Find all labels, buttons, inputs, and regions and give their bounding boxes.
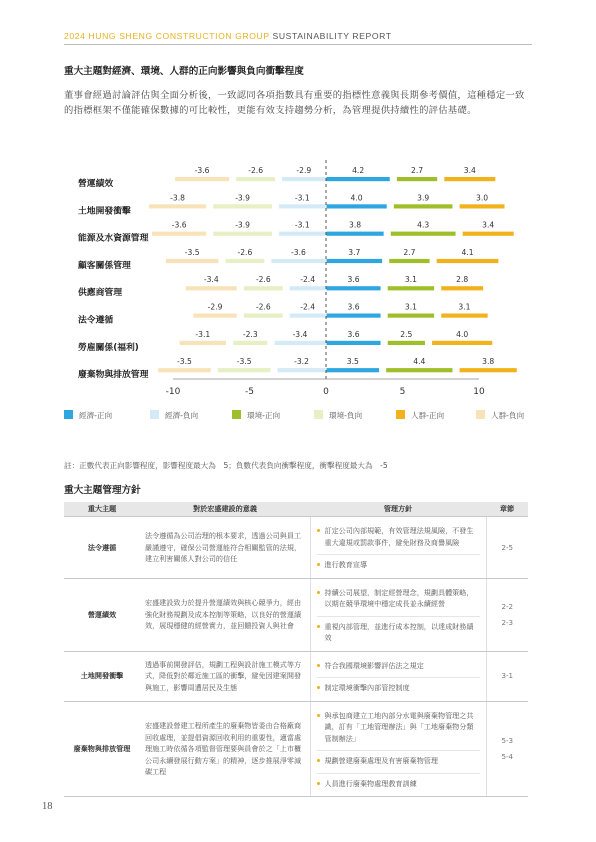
data-label: -3.9 bbox=[235, 220, 251, 230]
policy-text: 進行教育宣導 bbox=[324, 560, 368, 569]
policy-item bbox=[317, 773, 480, 790]
data-label: 4.0 bbox=[350, 193, 363, 203]
report-name: SUSTAINABILITY REPORT bbox=[272, 31, 392, 41]
header-divider bbox=[64, 44, 532, 45]
data-label: -3.5 bbox=[184, 247, 200, 257]
legend-label: 人群-負向 bbox=[491, 411, 525, 420]
bar-環境-負向 bbox=[244, 286, 283, 290]
chart-row bbox=[78, 221, 514, 244]
chapter-ref: 5-4 bbox=[501, 752, 514, 762]
bar-經濟-負向 bbox=[290, 314, 326, 318]
category-label: 勞雇關係(福利) bbox=[78, 342, 139, 353]
policy-text: 持續公司展望，制定經營理念，規劃具體策略，以期在競爭環境中穩定成長並永續經營 bbox=[324, 587, 474, 608]
policy-text: 規劃營建廢棄處理及有害廢棄物管理 bbox=[324, 756, 438, 765]
policy-cell bbox=[310, 651, 486, 701]
data-label: 2.8 bbox=[456, 275, 469, 285]
data-label: -3.6 bbox=[194, 166, 210, 175]
chapter-ref: 5-3 bbox=[501, 735, 514, 745]
bullet-icon bbox=[317, 591, 320, 594]
x-tick-label: 5 bbox=[399, 387, 406, 397]
bar-環境-正向 bbox=[389, 259, 429, 263]
legend-label: 環境-正向 bbox=[247, 411, 281, 420]
impact-chart bbox=[0, 158, 596, 404]
data-label: -2.9 bbox=[207, 302, 223, 312]
data-label: 3.5 bbox=[346, 357, 359, 367]
data-label: 3.6 bbox=[347, 302, 360, 312]
chart-row bbox=[78, 275, 483, 298]
bar-人群-正向 bbox=[441, 314, 487, 318]
policy-text: 人員進行廢棄物處理教育訓練 bbox=[324, 778, 417, 788]
table-row bbox=[64, 651, 528, 701]
chart-row bbox=[78, 248, 498, 271]
data-label: -3.9 bbox=[235, 193, 251, 203]
data-label: 4.1 bbox=[461, 247, 474, 257]
data-label: -3.4 bbox=[292, 329, 308, 339]
topic-cell: 法令遵循 bbox=[64, 517, 140, 579]
table-row bbox=[64, 701, 528, 797]
policy-item bbox=[317, 554, 480, 571]
chart-row bbox=[78, 357, 517, 380]
topic-cell: 土地開發衝擊 bbox=[64, 651, 140, 701]
data-label: 3.6 bbox=[347, 275, 360, 285]
col-header-meaning: 對於宏盛建設的意義 bbox=[140, 502, 310, 517]
policy-item bbox=[317, 660, 480, 672]
chart-note: 註：正數代表正向影響程度，影響程度最大為 5；負數代表負向衝擊程度，衝擊程度最大為 -5 bbox=[64, 461, 388, 470]
policy-text: 符合我國環境影響評估法之規定 bbox=[324, 660, 424, 670]
bar-經濟-負向 bbox=[279, 232, 325, 236]
bar-環境-負向 bbox=[233, 341, 267, 345]
legend-label: 經濟-負向 bbox=[165, 411, 199, 420]
bar-經濟-負向 bbox=[282, 177, 325, 181]
bar-環境-正向 bbox=[386, 368, 452, 372]
legend-swatch bbox=[64, 410, 73, 419]
table-row bbox=[64, 517, 528, 579]
topic-cell: 廢棄物與排放管理 bbox=[64, 701, 140, 797]
bar-人群-負向 bbox=[175, 177, 229, 181]
data-label: 3.6 bbox=[347, 329, 360, 339]
col-header-chapter: 章節 bbox=[486, 502, 528, 517]
bullet-icon bbox=[317, 759, 320, 762]
bar-經濟-正向 bbox=[327, 314, 381, 318]
bar-經濟-負向 bbox=[279, 204, 325, 208]
category-label: 廢棄物與排放管理 bbox=[78, 370, 149, 381]
report-org: 2024 HUNG SHENG CONSTRUCTION GROUP bbox=[64, 31, 270, 41]
legend-label: 人群-正向 bbox=[411, 411, 445, 420]
bar-環境-負向 bbox=[244, 314, 283, 318]
x-tick-label: 0 bbox=[323, 387, 329, 397]
data-label: -2.3 bbox=[242, 329, 258, 339]
chart-row bbox=[77, 166, 495, 189]
bar-環境-正向 bbox=[388, 286, 434, 290]
legend-label: 經濟-正向 bbox=[79, 411, 113, 420]
data-label: -2.6 bbox=[237, 247, 253, 257]
bar-人群-負向 bbox=[158, 368, 211, 372]
data-label: -3.2 bbox=[294, 357, 309, 367]
bar-經濟-正向 bbox=[327, 341, 381, 345]
category-label: 土地開發衝擊 bbox=[78, 206, 131, 217]
category-label: 供應商管理 bbox=[78, 288, 122, 299]
meaning-cell: 宏盛建設致力於提升營運績效與核心競爭力，經由強化財務規劃及成本控制等策略，以良好的營運績效，展現穩健的經營實力，並回饋投資人與社會 bbox=[140, 578, 310, 651]
data-label: 3.4 bbox=[463, 166, 476, 175]
policy-item bbox=[317, 616, 480, 644]
bar-經濟-負向 bbox=[278, 368, 326, 372]
bar-經濟-正向 bbox=[327, 259, 383, 263]
bar-人群-負向 bbox=[180, 341, 226, 345]
legend-swatch bbox=[476, 410, 485, 419]
chart-row bbox=[78, 330, 492, 353]
data-label: 3.1 bbox=[404, 275, 417, 285]
section-title-management: 重大主題管理方針 bbox=[64, 485, 141, 496]
meaning-cell: 宏盛建設營建工程所產生的廢棄物皆委由合格廠商回收處理，並提倡資源回收利用的重要性，適當處理施工時依循各項監督管理要與員會於之「上市櫃公司永續發展行動方案」的精神，逐步推展淨零減碳工程 bbox=[140, 701, 310, 797]
data-label: 3.0 bbox=[476, 193, 489, 203]
bullet-icon bbox=[317, 625, 320, 628]
bar-人群-正向 bbox=[437, 259, 499, 263]
bar-人群-負向 bbox=[166, 259, 219, 263]
category-label: 法令遵循 bbox=[78, 315, 114, 326]
legend-item bbox=[476, 410, 524, 421]
bullet-icon bbox=[317, 782, 320, 785]
meaning-cell: 透過事前開發評估，規劃工程與設計施工模式等方式，降低對於鄰近施工區的衝擊，避免因建案開發與施工，影響周遭居民及生態 bbox=[140, 651, 310, 701]
data-label: 3.4 bbox=[482, 220, 495, 230]
x-tick-label: 10 bbox=[473, 387, 485, 397]
data-label: -3.1 bbox=[195, 329, 211, 339]
data-label: -3.5 bbox=[177, 357, 192, 367]
meaning-cell: 法令遵循為公司治理的根本要求，透過公司與員工嚴謹遵守，確保公司營運能符合相關監管的法規，建立利害關係人對公司的信任 bbox=[140, 517, 310, 579]
bar-經濟-負向 bbox=[274, 341, 325, 345]
bar-經濟-負向 bbox=[271, 259, 325, 263]
category-label: 顧客關係管理 bbox=[78, 260, 131, 271]
chapter-ref: 2-2 bbox=[501, 601, 514, 611]
policy-cell bbox=[310, 517, 486, 579]
bar-人群-負向 bbox=[193, 314, 236, 318]
data-label: -3.8 bbox=[170, 193, 186, 203]
bar-環境-負向 bbox=[236, 177, 275, 181]
bar-人群-正向 bbox=[441, 286, 483, 290]
legend-item bbox=[314, 410, 362, 421]
chapter-cell bbox=[486, 701, 528, 797]
policy-item bbox=[317, 525, 480, 548]
bar-經濟-正向 bbox=[327, 204, 387, 208]
legend-swatch bbox=[396, 410, 405, 419]
bar-人群-負向 bbox=[149, 204, 206, 208]
chart-row bbox=[78, 303, 488, 326]
chapter-cell bbox=[486, 651, 528, 701]
data-label: -3.6 bbox=[171, 220, 187, 230]
legend-swatch bbox=[314, 410, 323, 419]
col-header-policy: 管理方針 bbox=[310, 502, 486, 517]
bar-人群-正向 bbox=[463, 232, 514, 236]
legend-swatch bbox=[150, 410, 159, 419]
intro-paragraph: 董事會經過討論評估與全面分析後，一致認同各項指數具有重要的指標性意義與長期參考價值，這種穩定一致的指標框架不僅能確保數據的可比較性，更能有效支持趨勢分析，為管理提供持續性的評估基礎。 bbox=[64, 90, 525, 116]
data-label: -3.6 bbox=[291, 247, 306, 257]
bar-環境-正向 bbox=[388, 314, 434, 318]
data-label: 4.4 bbox=[413, 357, 426, 367]
report-header bbox=[64, 31, 392, 41]
data-label: -3.1 bbox=[294, 193, 310, 203]
data-label: -3.5 bbox=[236, 357, 252, 367]
bullet-icon bbox=[317, 686, 320, 689]
legend-item bbox=[396, 410, 444, 421]
policy-cell bbox=[310, 701, 486, 797]
bar-環境-正向 bbox=[391, 232, 456, 236]
data-label: 4.0 bbox=[456, 329, 469, 339]
legend-swatch bbox=[232, 410, 241, 419]
bar-經濟-正向 bbox=[327, 177, 390, 181]
policy-item bbox=[317, 750, 480, 767]
data-label: 3.7 bbox=[348, 247, 361, 257]
page-number: 18 bbox=[42, 801, 53, 812]
legend-item bbox=[232, 410, 280, 421]
bar-人群-正向 bbox=[444, 177, 495, 181]
x-tick-label: -10 bbox=[165, 387, 181, 397]
chart-legend bbox=[64, 410, 534, 424]
data-label: 3.1 bbox=[404, 302, 417, 312]
policy-item bbox=[317, 710, 480, 745]
data-label: 2.7 bbox=[410, 166, 424, 175]
policy-item bbox=[317, 587, 480, 610]
data-label: -2.6 bbox=[255, 275, 271, 285]
management-table bbox=[64, 502, 528, 797]
bar-環境-負向 bbox=[213, 204, 272, 208]
chapter-ref: 2-3 bbox=[501, 618, 514, 627]
chapter-ref: 3-1 bbox=[501, 671, 514, 681]
data-label: 4.3 bbox=[417, 220, 430, 230]
table-header-row bbox=[64, 502, 528, 517]
data-label: -2.9 bbox=[296, 166, 312, 175]
bar-環境-正向 bbox=[388, 341, 425, 345]
bar-人群-正向 bbox=[432, 341, 492, 345]
data-label: 2.7 bbox=[403, 247, 416, 257]
data-label: 3.1 bbox=[458, 302, 471, 312]
data-label: -3.4 bbox=[203, 275, 219, 285]
policy-text: 制定環境衝擊內部管控制度 bbox=[324, 683, 410, 692]
policy-text: 重視內部管理，並進行成本控制，以達成財務績效 bbox=[324, 621, 474, 642]
data-label: 3.9 bbox=[417, 193, 430, 203]
table-row bbox=[64, 578, 528, 651]
chapter-cell bbox=[486, 517, 528, 579]
bar-經濟-正向 bbox=[327, 368, 380, 372]
legend-item bbox=[64, 410, 112, 421]
policy-text: 與承包商建立工地內部分水電與廢棄物管理之共識，訂有「工地管理辦法」與「工地廢棄物分類管制辦法」 bbox=[324, 710, 474, 743]
bullet-icon bbox=[317, 714, 320, 717]
bar-經濟-正向 bbox=[327, 232, 384, 236]
chart-row bbox=[78, 193, 505, 216]
data-label: 3.8 bbox=[482, 357, 495, 367]
category-label: 營運績效 bbox=[78, 179, 114, 189]
x-tick-label: -5 bbox=[245, 387, 254, 397]
bar-環境-負向 bbox=[226, 259, 265, 263]
category-label: 能源及水資源管理 bbox=[78, 233, 149, 244]
bar-人群-負向 bbox=[152, 232, 206, 236]
bullet-icon bbox=[317, 529, 320, 532]
bar-經濟-負向 bbox=[290, 286, 326, 290]
bar-環境-正向 bbox=[394, 204, 453, 208]
bar-環境-正向 bbox=[397, 177, 437, 181]
bar-經濟-正向 bbox=[327, 286, 381, 290]
data-label: -2.6 bbox=[248, 166, 264, 175]
bar-人群-正向 bbox=[460, 368, 517, 372]
topic-cell: 營運績效 bbox=[64, 578, 140, 651]
policy-item bbox=[317, 677, 480, 694]
chapter-ref: 2-5 bbox=[501, 542, 514, 552]
bar-環境-負向 bbox=[213, 232, 272, 236]
data-label: -3.1 bbox=[294, 220, 310, 230]
bullet-icon bbox=[317, 563, 320, 566]
bar-環境-負向 bbox=[218, 368, 271, 372]
bar-人群-負向 bbox=[186, 286, 237, 290]
policy-text: 訂定公司內部規範，有效管理法規風險，不發生重大違規或罰款事件，避免財務及商譽風險 bbox=[324, 526, 474, 547]
legend-item bbox=[150, 410, 198, 421]
chapter-cell bbox=[486, 578, 528, 651]
data-label: 2.5 bbox=[400, 329, 413, 339]
data-label: 4.2 bbox=[352, 166, 365, 175]
section-title-impact: 重大主題對經濟、環境、人群的正向影響與負向衝擊程度 bbox=[64, 66, 304, 77]
bullet-icon bbox=[317, 664, 320, 667]
legend-label: 環境-負向 bbox=[329, 411, 363, 420]
data-label: -2.4 bbox=[300, 275, 316, 285]
data-label: 3.8 bbox=[349, 220, 362, 230]
policy-cell bbox=[310, 578, 486, 651]
col-header-topic: 重大主題 bbox=[64, 502, 140, 517]
data-label: -2.6 bbox=[255, 302, 271, 312]
data-label: -2.4 bbox=[300, 302, 316, 312]
bar-人群-正向 bbox=[460, 204, 505, 208]
